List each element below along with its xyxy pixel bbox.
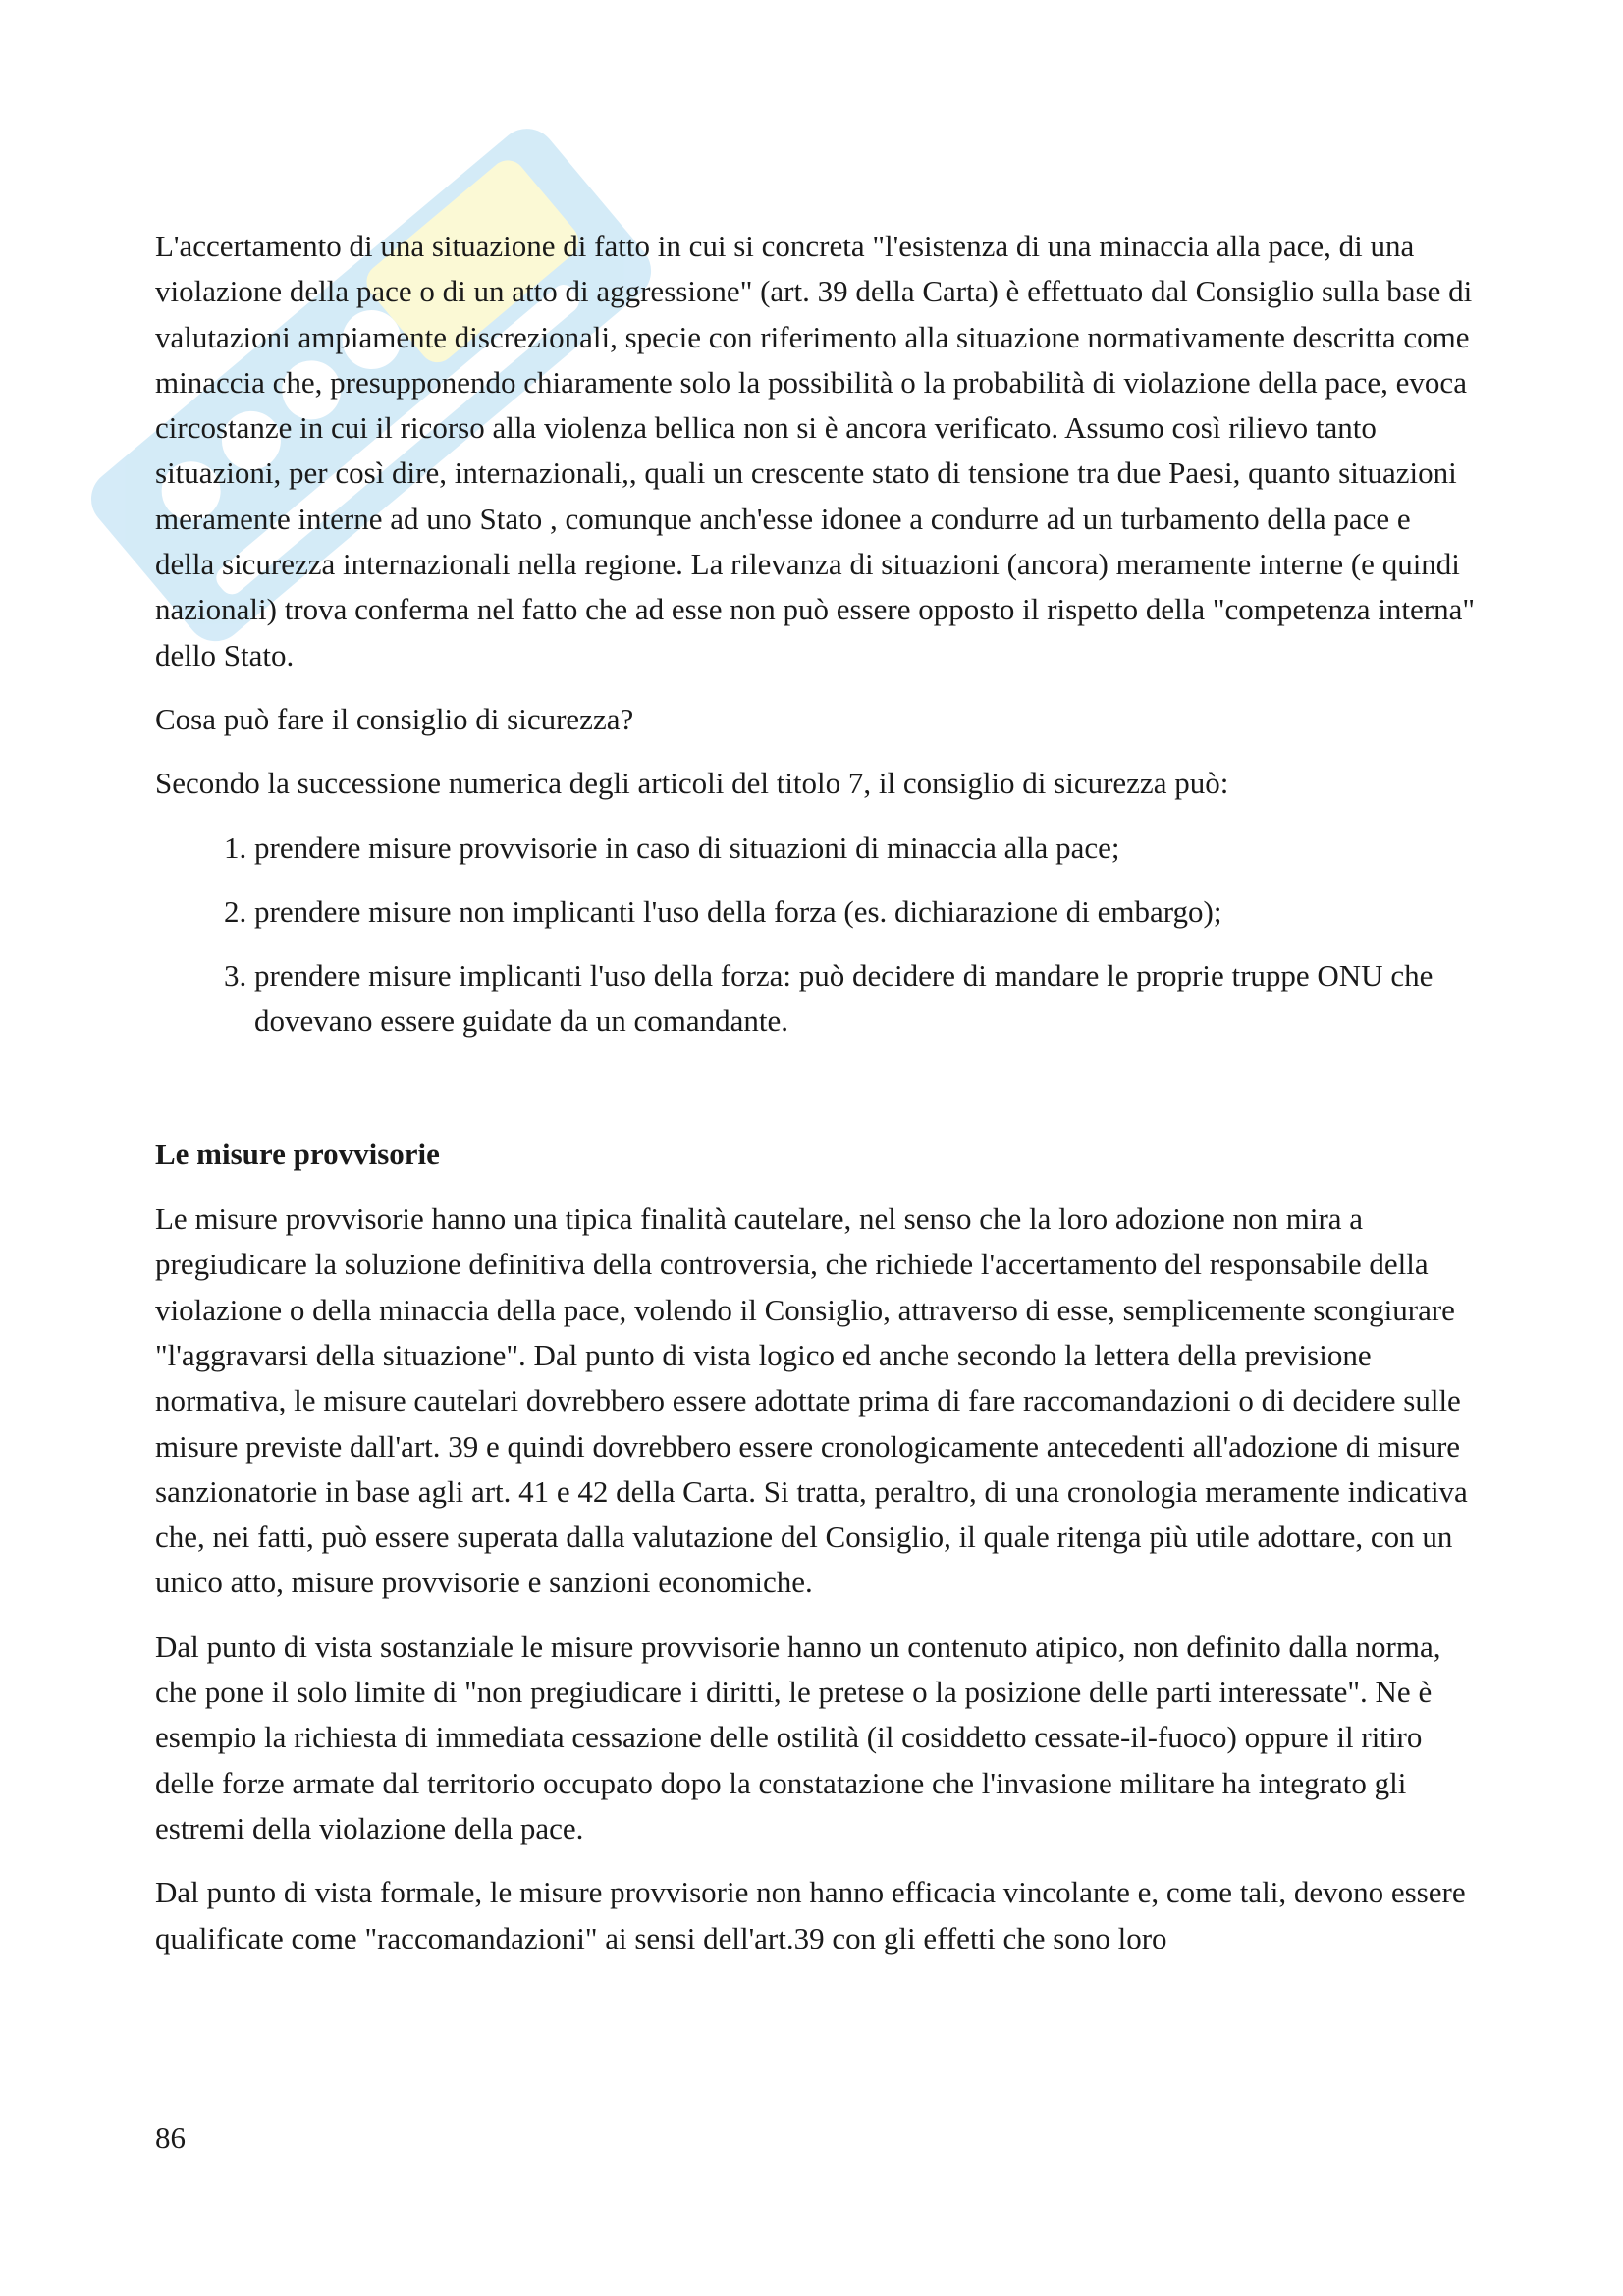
- list-item: 1. prendere misure provvisorie in caso di situazioni di minaccia alla pace;: [254, 826, 1476, 871]
- section-heading: Le misure provvisorie: [155, 1136, 440, 1171]
- page-number: 86: [155, 2120, 186, 2155]
- document-page: [155, 224, 1476, 1980]
- section-paragraph-1: Le misure provvisorie hanno una tipica finalità cautelare, nel senso che la loro adozione non mira a pregiudicare la soluzione definitiva della controversia, che richiede l'accertamento del responsabile della violazione o della minaccia della pace, volendo il Consiglio, attraverso di esse, semplicemente scongiurare "l'aggravarsi della situazione". Dal punto di vista logico ed anche secondo la lettera della previsione normativa, le misure cautelari dovrebbero essere adottate prima di fare raccomandazioni o di decidere sulle misure previste dall'art. 39 e quindi dovrebbero essere cronologicamente antecedenti all'adozione di misure sanzionatorie in base agli art. 41 e 42 della Carta. Si tratta, peraltro, di una cronologia meramente indicativa che, nei fatti, può essere superata dalla valutazione del Consiglio, il quale ritenga più utile adottare, con un unico atto, misure provvisorie e sanzioni economiche.: [155, 1201, 1468, 1600]
- section-paragraph-3: Dal punto di vista formale, le misure provvisorie non hanno efficacia vincolante e, come tali, devono essere qualificate come "raccomandazioni" ai sensi dell'art.39 con gli effetti che sono loro: [155, 1875, 1466, 1955]
- intro-question: Cosa può fare il consiglio di sicurezza?: [155, 701, 634, 736]
- intro-paragraph-3: Secondo la successione numerica degli articoli del titolo 7, il consiglio di sicurezza può:: [155, 766, 1229, 801]
- section-paragraph-2: Dal punto di vista sostanziale le misure provvisorie hanno un contenuto atipico, non definito dalla norma, che pone il solo limite di "non pregiudicare i diritti, le pretese o la posizione delle parti interessate". Ne è esempio la richiesta di immediata cessazione delle ostilità (il cosiddetto cessate-il-fuoco) oppure il ritiro delle forze armate dal territorio occupato dopo la constatazione che l'invasione militare ha integrato gli estremi della violazione della pace.: [155, 1629, 1441, 1845]
- list-item: 2. prendere misure non implicanti l'uso della forza (es. dichiarazione di embargo);: [254, 889, 1476, 934]
- list-item: 3. prendere misure implicanti l'uso della forza: può decidere di mandare le proprie truppe ONU che dovevano essere guidate da un comandante.: [254, 953, 1476, 1044]
- security-council-powers-list: [155, 826, 1476, 1044]
- intro-paragraph-1: L'accertamento di una situazione di fatto in cui si concreta "l'esistenza di una minaccia alla pace, di una violazione della pace o di un atto di aggressione" (art. 39 della Carta) è effettuato dal Consiglio sulla base di valutazioni ampiamente discrezionali, specie con riferimento alla situazione normativamente descritta come minaccia che, presupponendo chiaramente solo la possibilità o la probabilità di violazione della pace, evoca circostanze in cui il ricorso alla violenza bellica non si è ancora verificato. Assumo così rilievo tanto situazioni, per così dire, internazionali,, quali un crescente stato di tensione tra due Paesi, quanto situazioni meramente interne ad uno Stato , comunque anch'esse idonee a condurre ad un turbamento della pace e della sicurezza internazionali nella regione. La rilevanza di situazioni (ancora) meramente interne (e quindi nazionali) trova conferma nel fatto che ad esse non può essere opposto il rispetto della "competenza interna" dello Stato.: [155, 229, 1476, 672]
